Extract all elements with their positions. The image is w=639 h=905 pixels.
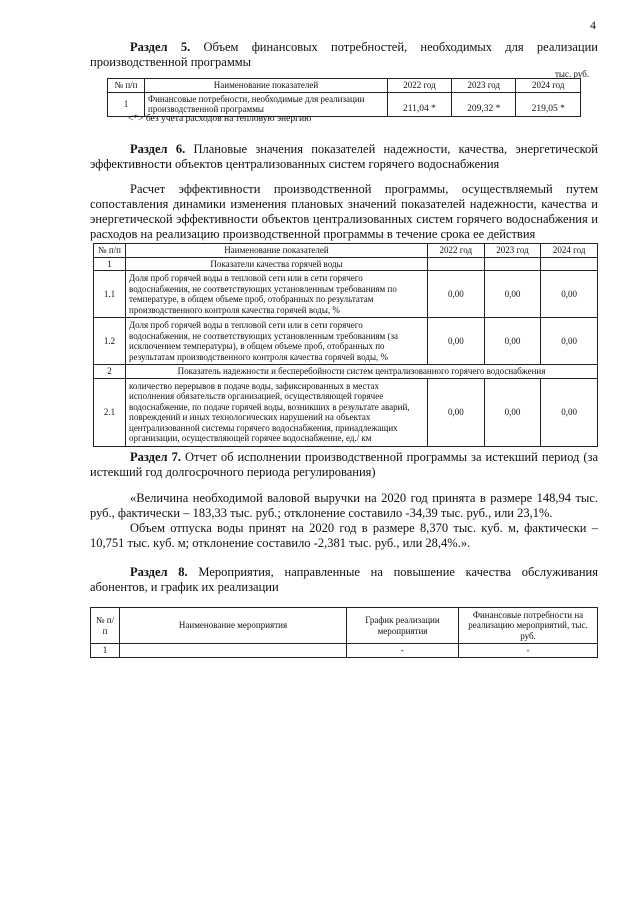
value-2022: 0,00 bbox=[428, 378, 485, 446]
section-8-title bbox=[90, 565, 598, 595]
row-num: 1 bbox=[108, 92, 145, 116]
value-2022: 211,04 * bbox=[388, 92, 452, 116]
value-2024: 0,00 bbox=[541, 378, 598, 446]
value-2023: 0,00 bbox=[484, 378, 541, 446]
page-number: 4 bbox=[590, 18, 596, 32]
section-6-label: Раздел 6. bbox=[130, 142, 186, 156]
group-title: Показатель надежности и бесперебойности систем централизованного горячего водоснабжения bbox=[126, 365, 598, 379]
section-5-note: <*> без учета расходов на тепловую энергию bbox=[128, 114, 312, 124]
value-2022: 0,00 bbox=[428, 318, 485, 365]
row-num: 1.2 bbox=[94, 318, 126, 365]
col-header-2024: 2024 год bbox=[516, 79, 581, 93]
row-name: Финансовые потребности, необходимые для реализации производственной программы bbox=[145, 92, 388, 116]
col-header-num: № п/п bbox=[108, 79, 145, 93]
group-num: 2 bbox=[94, 365, 126, 379]
section-7-label: Раздел 7. bbox=[130, 450, 181, 464]
section-5-label: Раздел 5. bbox=[130, 40, 191, 54]
value-2024: 0,00 bbox=[541, 318, 598, 365]
group-title: Показатели качества горячей воды bbox=[126, 257, 428, 271]
value-2022: 0,00 bbox=[428, 271, 485, 318]
row-schedule: - bbox=[347, 644, 459, 658]
col-header-finance: Финансовые потребности на реализацию мероприятий, тыс. руб. bbox=[459, 608, 598, 644]
col-header-2023: 2023 год bbox=[484, 244, 541, 258]
section-7-paragraph-2: Объем отпуска воды принят на 2020 год в размере 8,370 тыс. куб. м, фактически – 10,751 тыс. куб. м; отклонение составило -2,381 тыс. руб., или 28,4%.». bbox=[90, 521, 598, 550]
section-6-paragraph: Расчет эффективности производственной программы, осуществляемый путем сопоставления динамики изменения плановых значений показателей надежности, качества и энергетической эффективности объектов централизованных систем горячего водоснабжения и расходов на реализацию производственной программы в течение срока ее действия bbox=[90, 182, 598, 241]
value-2023: 0,00 bbox=[484, 318, 541, 365]
section-5-unit: тыс. руб. bbox=[555, 69, 590, 79]
row-name: количество перерывов в подаче воды, зафиксированных в местах исполнения обязательств организацией, осуществляющей горячее водоснабжение, по подаче горячей воды, возникших в результате аварий, повреждений и иных технологических нарушений на объектах централизованной системы горячего водоснабжения, принадлежащих организации, осуществляющей горячее водоснабжение, ед./ км bbox=[126, 378, 428, 446]
col-header-2022: 2022 год bbox=[428, 244, 485, 258]
section-8-heading: Мероприятия, направленные на повышение качества обслуживания абонентов, и график их реализации bbox=[90, 565, 598, 594]
row-name: Доля проб горячей воды в тепловой сети или в сети горячего водоснабжения, не соответствующих установленным требованиям (за исключением температуры), в общем объеме проб, отобранных по результатам производственного контроля качества горячей воды, % bbox=[126, 318, 428, 365]
col-header-num: № п/п bbox=[91, 608, 120, 644]
group-num: 1 bbox=[94, 257, 126, 271]
section-6-heading: Плановые значения показателей надежности, качества, энергетической эффективности объектов централизованных систем горячего водоснабжения bbox=[90, 142, 599, 171]
col-header-2024: 2024 год bbox=[541, 244, 598, 258]
section-7-heading: Отчет об исполнении производственной программы за истекший период (за истекший год долгосрочного периода регулирования) bbox=[90, 450, 598, 479]
col-header-2023: 2023 год bbox=[451, 79, 516, 93]
section-5-heading: Объем финансовых потребностей, необходимых для реализации производственной программы bbox=[90, 40, 598, 69]
section-7-title bbox=[90, 450, 598, 480]
section-5-table bbox=[107, 78, 581, 117]
section-7-paragraph-1: «Величина необходимой валовой выручки на 2020 год принята в размере 148,94 тыс. руб., фактически – 183,33 тыс. руб.; отклонение составило -34,39 тыс. руб., или 23,1%. bbox=[90, 491, 598, 520]
col-header-name: Наименование показателей bbox=[126, 244, 428, 258]
row-num: 1 bbox=[91, 644, 120, 658]
col-header-name: Наименование мероприятия bbox=[120, 608, 347, 644]
col-header-2022: 2022 год bbox=[388, 79, 452, 93]
value-2023: 209,32 * bbox=[451, 92, 516, 116]
row-num: 1.1 bbox=[94, 271, 126, 318]
row-num: 2.1 bbox=[94, 378, 126, 446]
section-6-table bbox=[93, 243, 598, 447]
row-finance: - bbox=[459, 644, 598, 658]
value-2024: 0,00 bbox=[541, 271, 598, 318]
value-2023: 0,00 bbox=[484, 271, 541, 318]
row-name: Доля проб горячей воды в тепловой сети или в сети горячего водоснабжения, не соответствующих установленным требованиям по температуре, в общем объеме проб, отобранных по результатам производственного контроля качества горячей воды, % bbox=[126, 271, 428, 318]
col-header-num: № п/п bbox=[94, 244, 126, 258]
col-header-schedule: График реализации мероприятия bbox=[347, 608, 459, 644]
section-8-table bbox=[90, 607, 598, 658]
section-6-title bbox=[90, 142, 598, 172]
section-5-title bbox=[90, 40, 598, 70]
row-name bbox=[120, 644, 347, 658]
col-header-name: Наименование показателей bbox=[145, 79, 388, 93]
section-8-label: Раздел 8. bbox=[130, 565, 188, 579]
value-2024: 219,05 * bbox=[516, 92, 581, 116]
